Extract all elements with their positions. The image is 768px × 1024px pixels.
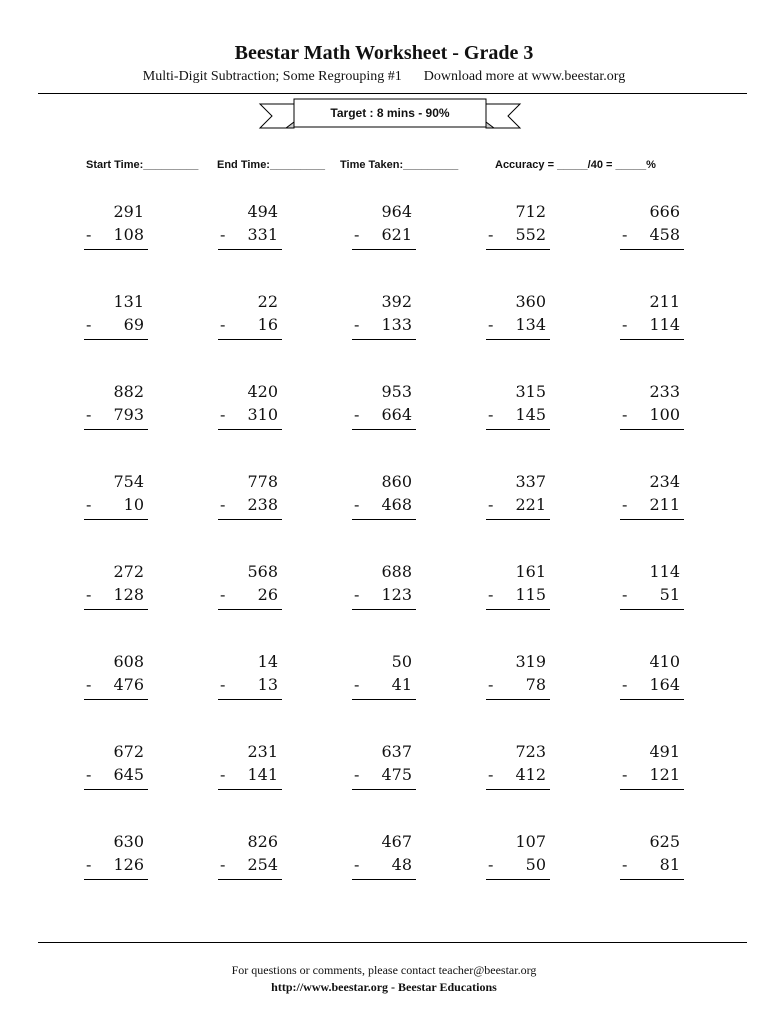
subtraction-problem <box>84 652 148 712</box>
minuend: 723 <box>515 742 546 761</box>
answer-line <box>352 699 416 700</box>
answer-line <box>620 699 684 700</box>
subtraction-problem <box>620 652 684 712</box>
subtraction-problem <box>486 292 550 352</box>
minuend: 712 <box>515 202 546 221</box>
subtrahend: 254 <box>247 855 278 874</box>
minuend: 272 <box>113 562 144 581</box>
answer-line <box>352 339 416 340</box>
minus-sign: - <box>488 585 494 604</box>
answer-line <box>84 429 148 430</box>
subtrahend: 412 <box>515 765 546 784</box>
worksheet-topic: Multi-Digit Subtraction; Some Regrouping #1 <box>142 69 402 84</box>
minuend: 630 <box>113 832 144 851</box>
subtrahend: 26 <box>257 585 278 604</box>
footer-divider <box>38 942 747 943</box>
answer-line <box>352 609 416 610</box>
subtrahend: 100 <box>649 405 680 424</box>
subtraction-problem <box>486 202 550 262</box>
minus-sign: - <box>86 675 92 694</box>
page-subtitle <box>0 69 768 85</box>
subtraction-problem <box>218 652 282 712</box>
minuend: 420 <box>247 382 278 401</box>
subtrahend: 621 <box>381 225 412 244</box>
subtraction-problem <box>620 382 684 442</box>
minus-sign: - <box>622 675 628 694</box>
subtraction-problem <box>84 832 148 892</box>
minuend: 234 <box>649 472 680 491</box>
subtrahend: 134 <box>515 315 546 334</box>
subtrahend: 211 <box>649 495 680 514</box>
subtrahend: 552 <box>515 225 546 244</box>
minus-sign: - <box>354 495 360 514</box>
answer-line <box>352 429 416 430</box>
answer-line <box>486 429 550 430</box>
minuend: 491 <box>649 742 680 761</box>
answer-line <box>218 879 282 880</box>
minus-sign: - <box>86 405 92 424</box>
minus-sign: - <box>622 765 628 784</box>
minuend: 688 <box>381 562 412 581</box>
subtraction-problem <box>486 382 550 442</box>
subtrahend: 81 <box>659 855 680 874</box>
subtraction-problem <box>620 472 684 532</box>
subtraction-problem <box>218 472 282 532</box>
minus-sign: - <box>622 405 628 424</box>
minus-sign: - <box>488 765 494 784</box>
answer-line <box>620 789 684 790</box>
subtrahend: 10 <box>123 495 144 514</box>
subtraction-problem <box>486 562 550 622</box>
subtrahend: 78 <box>525 675 546 694</box>
subtrahend: 114 <box>649 315 680 334</box>
minuend: 14 <box>257 652 278 671</box>
subtraction-problem <box>218 742 282 802</box>
subtraction-problem <box>352 652 416 712</box>
minuend: 666 <box>649 202 680 221</box>
subtrahend: 123 <box>381 585 412 604</box>
minus-sign: - <box>354 585 360 604</box>
minus-sign: - <box>488 855 494 874</box>
subtraction-problem <box>620 562 684 622</box>
subtrahend: 458 <box>649 225 680 244</box>
subtraction-problem <box>352 832 416 892</box>
minus-sign: - <box>220 405 226 424</box>
minus-sign: - <box>220 765 226 784</box>
minus-sign: - <box>354 855 360 874</box>
answer-line <box>486 879 550 880</box>
subtraction-problem <box>84 742 148 802</box>
subtraction-problem <box>620 202 684 262</box>
minus-sign: - <box>488 495 494 514</box>
minus-sign: - <box>220 315 226 334</box>
minus-sign: - <box>488 225 494 244</box>
minus-sign: - <box>488 675 494 694</box>
answer-line <box>84 519 148 520</box>
minus-sign: - <box>86 315 92 334</box>
subtraction-problem <box>620 832 684 892</box>
minus-sign: - <box>488 405 494 424</box>
subtraction-problem <box>352 202 416 262</box>
minus-sign: - <box>488 315 494 334</box>
answer-line <box>352 879 416 880</box>
subtrahend: 115 <box>515 585 546 604</box>
subtrahend: 238 <box>247 495 278 514</box>
subtrahend: 645 <box>113 765 144 784</box>
answer-line <box>218 519 282 520</box>
accuracy-field: Accuracy = _____/40 = _____% <box>495 159 656 171</box>
subtrahend: 310 <box>247 405 278 424</box>
minuend: 107 <box>515 832 546 851</box>
minuend: 392 <box>381 292 412 311</box>
answer-line <box>84 699 148 700</box>
minus-sign: - <box>354 225 360 244</box>
subtraction-problem <box>218 382 282 442</box>
minuend: 319 <box>515 652 546 671</box>
subtrahend: 41 <box>391 675 412 694</box>
minuend: 568 <box>247 562 278 581</box>
subtrahend: 121 <box>649 765 680 784</box>
target-banner <box>258 98 522 132</box>
subtrahend: 108 <box>113 225 144 244</box>
minuend: 114 <box>649 562 680 581</box>
minus-sign: - <box>622 315 628 334</box>
answer-line <box>620 429 684 430</box>
answer-line <box>486 339 550 340</box>
subtrahend: 221 <box>515 495 546 514</box>
subtrahend: 141 <box>247 765 278 784</box>
answer-line <box>620 249 684 250</box>
minus-sign: - <box>622 495 628 514</box>
answer-line <box>218 609 282 610</box>
subtraction-problem <box>486 742 550 802</box>
answer-line <box>620 519 684 520</box>
minus-sign: - <box>354 405 360 424</box>
answer-line <box>84 339 148 340</box>
minuend: 22 <box>257 292 278 311</box>
answer-line <box>218 789 282 790</box>
minuend: 410 <box>649 652 680 671</box>
minuend: 754 <box>113 472 144 491</box>
minus-sign: - <box>622 225 628 244</box>
minus-sign: - <box>354 675 360 694</box>
subtrahend: 48 <box>391 855 412 874</box>
minus-sign: - <box>86 495 92 514</box>
minuend: 882 <box>113 382 144 401</box>
minuend: 233 <box>649 382 680 401</box>
minus-sign: - <box>86 225 92 244</box>
subtrahend: 164 <box>649 675 680 694</box>
subtrahend: 16 <box>257 315 278 334</box>
answer-line <box>620 339 684 340</box>
minuend: 315 <box>515 382 546 401</box>
start-time-field: Start Time:_________ <box>86 159 199 171</box>
minus-sign: - <box>220 585 226 604</box>
subtraction-problem <box>218 562 282 622</box>
minuend: 337 <box>515 472 546 491</box>
subtraction-problem <box>352 742 416 802</box>
minus-sign: - <box>622 585 628 604</box>
minus-sign: - <box>354 315 360 334</box>
subtraction-problem <box>486 652 550 712</box>
answer-line <box>486 519 550 520</box>
minuend: 860 <box>381 472 412 491</box>
minuend: 637 <box>381 742 412 761</box>
subtrahend: 476 <box>113 675 144 694</box>
subtrahend: 51 <box>659 585 680 604</box>
answer-line <box>486 789 550 790</box>
subtrahend: 664 <box>381 405 412 424</box>
subtrahend: 793 <box>113 405 144 424</box>
minus-sign: - <box>86 585 92 604</box>
answer-line <box>218 339 282 340</box>
minuend: 672 <box>113 742 144 761</box>
subtraction-problem <box>218 832 282 892</box>
footer-site-link[interactable]: http://www.beestar.org - Beestar Educations <box>271 980 497 994</box>
answer-line <box>620 879 684 880</box>
minuend: 467 <box>381 832 412 851</box>
minus-sign: - <box>622 855 628 874</box>
minuend: 494 <box>247 202 278 221</box>
page-title: Beestar Math Worksheet - Grade 3 <box>234 42 534 64</box>
target-text: Target : 8 mins - 90% <box>330 106 450 120</box>
minus-sign: - <box>86 855 92 874</box>
subtraction-problem <box>620 292 684 352</box>
answer-line <box>352 519 416 520</box>
answer-line <box>218 429 282 430</box>
minuend: 50 <box>391 652 412 671</box>
answer-line <box>218 249 282 250</box>
subtrahend: 475 <box>381 765 412 784</box>
minuend: 625 <box>649 832 680 851</box>
subtrahend: 145 <box>515 405 546 424</box>
subtraction-problem <box>486 472 550 532</box>
answer-line <box>620 609 684 610</box>
minus-sign: - <box>220 675 226 694</box>
time-taken-field: Time Taken:_________ <box>340 159 459 171</box>
subtraction-problem <box>84 472 148 532</box>
answer-line <box>486 249 550 250</box>
subtraction-problem <box>84 292 148 352</box>
header-divider <box>38 93 747 94</box>
answer-line <box>84 789 148 790</box>
subtrahend: 13 <box>257 675 278 694</box>
minuend: 826 <box>247 832 278 851</box>
minuend: 964 <box>381 202 412 221</box>
answer-line <box>486 609 550 610</box>
subtrahend: 468 <box>381 495 412 514</box>
minus-sign: - <box>86 765 92 784</box>
subtraction-problem <box>352 382 416 442</box>
subtrahend: 126 <box>113 855 144 874</box>
minuend: 231 <box>247 742 278 761</box>
minus-sign: - <box>220 495 226 514</box>
subtraction-problem <box>352 292 416 352</box>
subtrahend: 331 <box>247 225 278 244</box>
answer-line <box>486 699 550 700</box>
subtrahend: 128 <box>113 585 144 604</box>
subtraction-problem <box>84 382 148 442</box>
minuend: 360 <box>515 292 546 311</box>
subtraction-problem <box>84 202 148 262</box>
subtraction-problem <box>352 472 416 532</box>
subtrahend: 133 <box>381 315 412 334</box>
answer-line <box>84 249 148 250</box>
subtraction-problem <box>84 562 148 622</box>
minus-sign: - <box>220 855 226 874</box>
footer-contact: For questions or comments, please contact teacher@beestar.org <box>231 963 537 977</box>
subtraction-problem <box>352 562 416 622</box>
minuend: 161 <box>515 562 546 581</box>
subtrahend: 50 <box>525 855 546 874</box>
minuend: 608 <box>113 652 144 671</box>
minuend: 291 <box>113 202 144 221</box>
subtraction-problem <box>218 202 282 262</box>
minuend: 131 <box>113 292 144 311</box>
answer-line <box>352 249 416 250</box>
answer-line <box>352 789 416 790</box>
download-note: Download more at www.beestar.org <box>423 69 626 84</box>
minus-sign: - <box>354 765 360 784</box>
minus-sign: - <box>220 225 226 244</box>
subtrahend: 69 <box>123 315 144 334</box>
minuend: 778 <box>247 472 278 491</box>
end-time-field: End Time:_________ <box>217 159 326 171</box>
answer-line <box>218 699 282 700</box>
answer-line <box>84 609 148 610</box>
subtraction-problem <box>620 742 684 802</box>
subtraction-problem <box>486 832 550 892</box>
subtraction-problem <box>218 292 282 352</box>
minuend: 953 <box>381 382 412 401</box>
minuend: 211 <box>649 292 680 311</box>
answer-line <box>84 879 148 880</box>
